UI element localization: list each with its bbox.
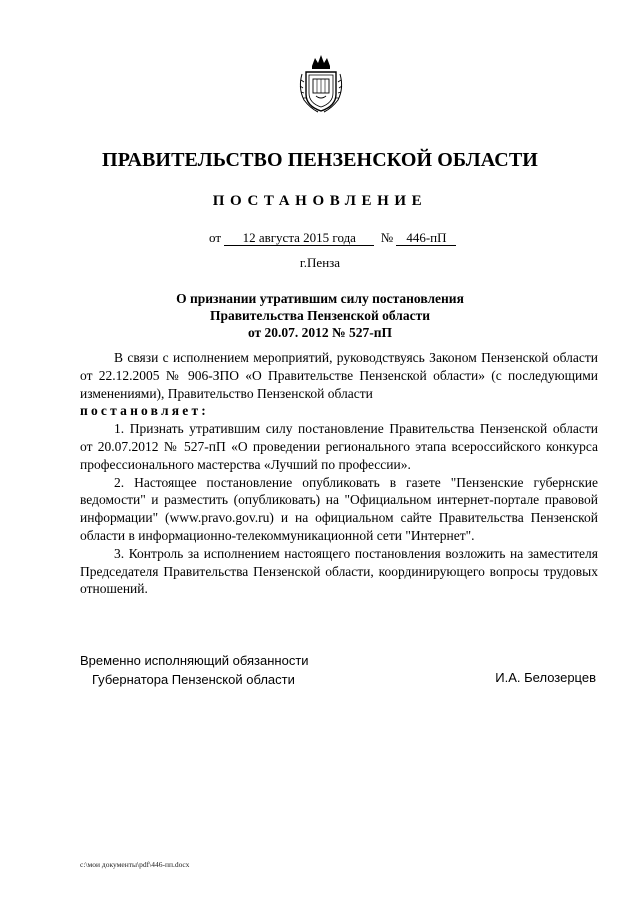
signatory-title-line-2: Губернатора Пензенской области bbox=[92, 672, 295, 687]
date-prefix: от bbox=[209, 230, 222, 245]
number-sign: № bbox=[380, 230, 394, 245]
document-date: 12 августа 2015 года bbox=[224, 230, 374, 246]
city-name: г.Пенза bbox=[299, 255, 341, 270]
document-number: 446-пП bbox=[396, 230, 456, 246]
body-intro-text: В связи с исполнением мероприятий, руководствуясь Законом Пензенской области от 22.12.2005 № 906-ЗПО «О Правительстве Пензенской области» (с последующими изменениями), Правительство Пензенской области bbox=[80, 350, 598, 401]
date-number-line bbox=[209, 230, 456, 246]
resolves-paragraph bbox=[80, 402, 598, 420]
document-subject bbox=[0, 290, 640, 341]
subject-line-3: от 20.07. 2012 № 527-пП bbox=[247, 325, 393, 340]
body-item-2: 2. Настоящее постановление опубликовать в газете "Пензенские губернские ведомости" и разместить (опубликовать) на "Официальном интернет-портале правовой информации" (www.pravo.gov.ru) и на официальном сайте Правительства Пензенской области в информационно-телекоммуникационной сети "Интернет". bbox=[80, 474, 598, 543]
document-type-heading: ПОСТАНОВЛЕНИЕ bbox=[212, 193, 428, 209]
subject-line-1: О признании утратившим силу постановления bbox=[176, 291, 464, 306]
coat-of-arms-emblem bbox=[296, 52, 346, 114]
document-body bbox=[80, 349, 598, 598]
footer-file-path: c:\мои документы\pdf\446-пп.docx bbox=[80, 860, 190, 869]
signatory-title bbox=[80, 651, 309, 689]
resolves-label: постановляет: bbox=[80, 403, 209, 419]
body-intro-paragraph bbox=[80, 349, 598, 402]
government-title: ПРАВИТЕЛЬСТВО ПЕНЗЕНСКОЙ ОБЛАСТИ bbox=[102, 149, 538, 171]
body-item-1: 1. Признать утратившим силу постановление Правительства Пензенской области от 20.07.2012 № 527-пП «О проведении регионального этапа всероссийского конкурса профессионального мастерства «Лучший по профессии». bbox=[80, 421, 598, 472]
signatory-name: И.А. Белозерцев bbox=[495, 670, 596, 685]
body-item-3: 3. Контроль за исполнением настоящего постановления возложить на заместителя Председателя Правительства Пензенской области, координирующего вопросы трудовых отношений. bbox=[80, 545, 598, 597]
signatory-title-line-1: Временно исполняющий обязанности bbox=[80, 653, 309, 668]
subject-line-2: Правительства Пензенской области bbox=[209, 308, 431, 323]
